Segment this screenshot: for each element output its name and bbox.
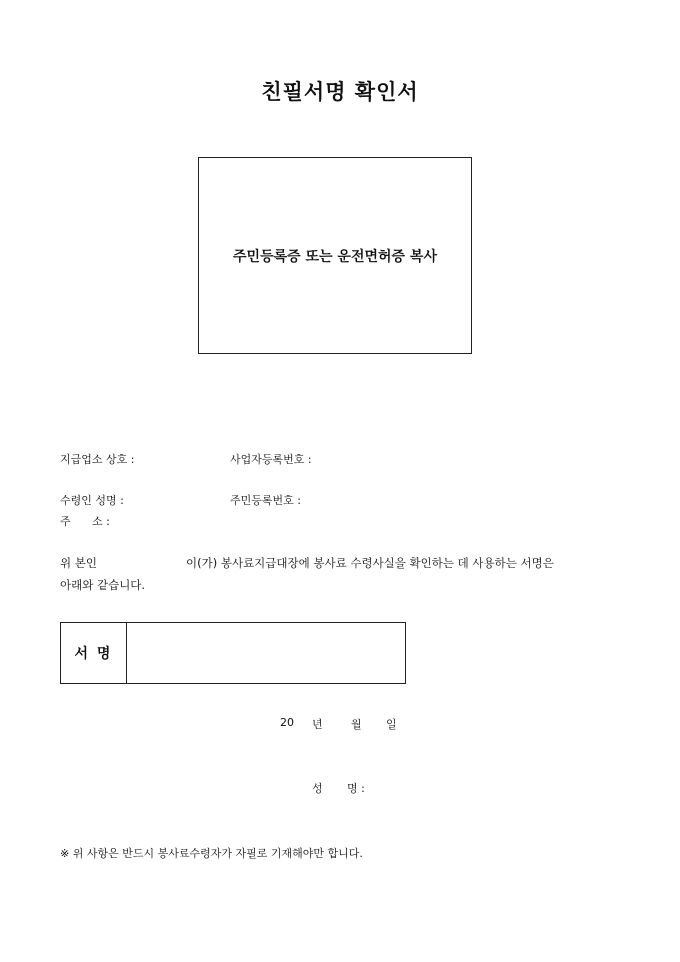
signature-label-cell (61, 623, 127, 683)
payer-business-name-label: 지급업소 상호 : (60, 453, 135, 466)
address-label-char1: 주 (60, 515, 71, 528)
statement-line1-end: 이(가) 봉사료지급대장에 봉사료 수령사실을 확인하는 데 사용하는 서명은 (186, 556, 554, 570)
signer-name-label-char1: 성 (312, 782, 323, 795)
date-month-label: 월 (351, 718, 362, 731)
date-day-label: 일 (386, 718, 397, 731)
signature-label: 서 명 (74, 646, 113, 662)
signature-box (60, 622, 406, 684)
id-copy-box-label: 주민등록증 또는 운전면허증 복사 (233, 248, 437, 265)
business-reg-no-label: 사업자등록번호 : (230, 453, 312, 466)
signature-area[interactable] (127, 623, 405, 683)
id-copy-box (198, 157, 472, 354)
date-year-label: 년 (312, 718, 323, 731)
statement-line1-start: 위 본인 (60, 556, 97, 570)
document-title: 친필서명 확인서 (261, 79, 419, 104)
footnote: ※ 위 사항은 반드시 봉사료수령자가 자필로 기재해야만 합니다. (60, 847, 363, 860)
resident-reg-no-label: 주민등록번호 : (230, 494, 301, 507)
signer-name-label-char2: 명 : (347, 782, 365, 795)
statement-line2: 아래와 같습니다. (60, 578, 146, 592)
address-label-char2: 소 : (92, 515, 110, 528)
recipient-name-label: 수령인 성명 : (60, 494, 124, 507)
date-year-prefix: 20 (280, 716, 294, 729)
